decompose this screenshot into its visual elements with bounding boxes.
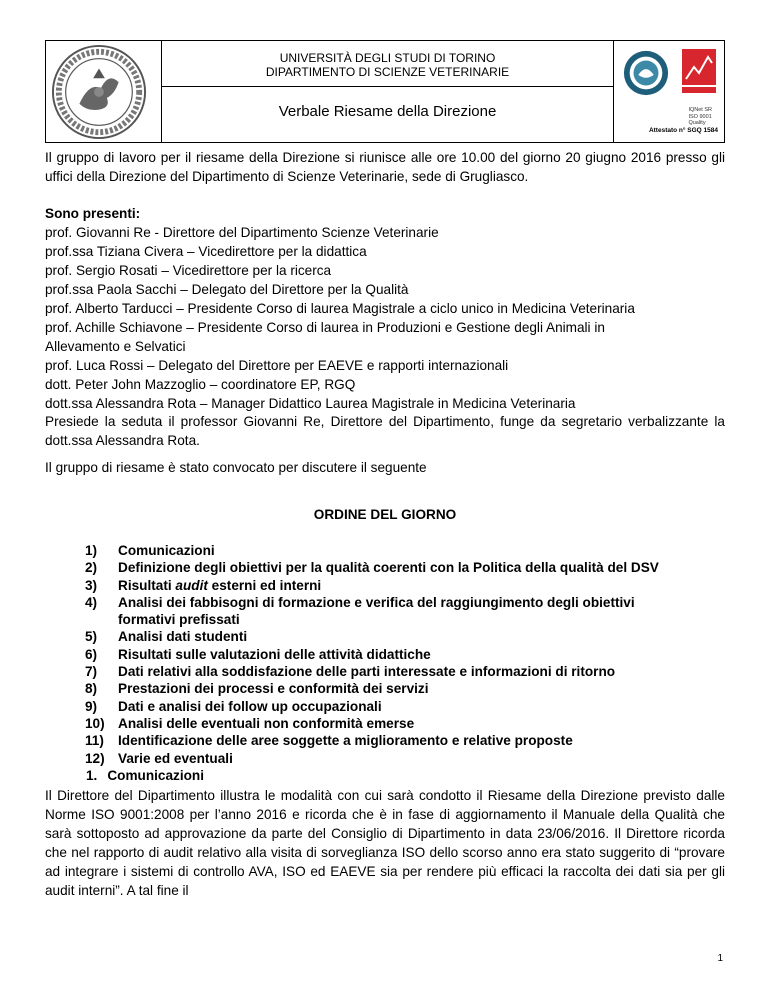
attendee-line: prof.ssa Tiziana Civera – Vicedirettore per la didattica xyxy=(45,244,367,259)
header-institution xyxy=(161,51,614,79)
agenda-item: 5) Analisi dati studenti xyxy=(85,629,248,645)
department-name: DIPARTIMENTO DI SCIENZE VETERINARIE xyxy=(265,65,510,79)
section-heading: 1. Comunicazioni xyxy=(86,768,205,783)
chair-paragraph: Presiede la seduta il professor Giovanni Re, Direttore del Dipartimento, funge da segretario verbalizzante la dott.ssa Alessandra Rota. xyxy=(45,414,725,448)
agenda-item: 1) Comunicazioni xyxy=(85,543,215,558)
agenda-item: 7) Dati relativi alla soddisfazione delle parti interessate e informazioni di ritorno xyxy=(85,664,616,680)
agenda-item: 12) Varie ed eventuali xyxy=(85,750,233,766)
document-title: Verbale Riesame della Direzione xyxy=(278,103,497,120)
agenda-item: 6) Risultati sulle valutazioni delle attività didattiche xyxy=(85,646,431,662)
agenda-item: 3) Risultati audit esterni ed interni xyxy=(85,577,322,593)
agenda-item: 4) Analisi dei fabbisogni di formazione e verifica del raggiungimento degli obiettivi formativi prefissati xyxy=(85,594,635,628)
agenda-item: 9) Dati e analisi dei follow up occupazionali xyxy=(85,698,382,714)
header-right-cell xyxy=(613,41,724,142)
header-left-cell xyxy=(46,41,162,142)
attendee-line: prof. Giovanni Re - Direttore del Dipartimento Scienze Veterinarie xyxy=(45,225,439,240)
attendee-line: prof. Luca Rossi – Delegato del Direttore per EAEVE e rapporti internazionali xyxy=(45,358,509,373)
document-header xyxy=(45,40,725,143)
university-seal-icon xyxy=(50,43,148,141)
certified-system-icon xyxy=(682,49,716,105)
section-body: Il Direttore del Dipartimento illustra le modalità con cui sarà condotto il Riesame della Direzione previsto dalle Norme ISO 9001:2008 per l’anno 2016 e ricorda che è in fase di aggiornamento il Manuale della Qualità che sarà sottoposto ad approvazione da parte del Consiglio di Dipartimento in data 23/06/2016. Il Direttore ricorda che nel rapporto di audit relativo alla visita di sorveglianza ISO dello scorso anno era stato suggerito di “provare ad integrare i sistemi di controllo AVA, ISO ed EAEVE sia per rendere più efficaci la raccolta dei dati sia per gli audit interni”. A tal fine il xyxy=(45,788,725,898)
attestation-number: Attestato n° SGQ 1584 xyxy=(648,127,718,134)
attendee-line: dott. Peter John Mazzoglio – coordinatore EP, RGQ xyxy=(45,377,356,392)
intro-paragraph: Il gruppo di lavoro per il riesame della Direzione si riunisce alle ore 10.00 del giorno 20 giugno 2016 presso gli uffici della Direzione del Dipartimento di Scienze Veterinarie, sede di Grugliasco. xyxy=(45,150,725,184)
agenda-item: 2) Definizione degli obiettivi per la qualità coerenti con la Politica della qualità del DSV xyxy=(85,560,659,576)
page-number: 1 xyxy=(717,953,723,964)
agenda-item: 8) Prestazioni dei processi e conformità dei servizi xyxy=(85,681,429,697)
attendee-line: Allevamento e Selvatici xyxy=(45,339,186,354)
attendees-heading: Sono presenti: xyxy=(45,206,141,221)
university-name: UNIVERSITÀ DEGLI STUDI DI TORINO xyxy=(279,51,496,65)
attendee-line: prof. Alberto Tarducci – Presidente Corso di laurea Magistrale a ciclo unico in Medicina Veterinaria xyxy=(45,301,635,316)
convened-paragraph: Il gruppo di riesame è stato convocato per discutere il seguente xyxy=(45,460,427,475)
attendees-block xyxy=(45,204,725,413)
agenda-item: 11) Identificazione delle aree soggette a miglioramento e relative proposte xyxy=(85,733,573,749)
attendee-line: prof. Sergio Rosati – Vicedirettore per la ricerca xyxy=(45,263,332,278)
attendee-line: dott.ssa Alessandra Rota – Manager Didattico Laurea Magistrale in Medicina Veterinaria xyxy=(45,396,576,411)
attendee-line: prof.ssa Paola Sacchi – Delegato del Direttore per la Qualità xyxy=(45,282,409,297)
attendee-line: prof. Achille Schiavone – Presidente Corso di laurea in Produzioni e Gestione degli Animali in xyxy=(45,320,605,335)
agenda-list xyxy=(45,542,745,767)
accredia-logo-icon xyxy=(622,49,670,97)
header-divider xyxy=(161,86,614,87)
agenda-item: 10) Analisi delle eventuali non conformità emerse xyxy=(85,715,415,731)
agenda-title: ORDINE DEL GIORNO xyxy=(313,507,457,522)
iso-logo-text: IQNet SR ISO 9001 Quality xyxy=(688,107,712,126)
